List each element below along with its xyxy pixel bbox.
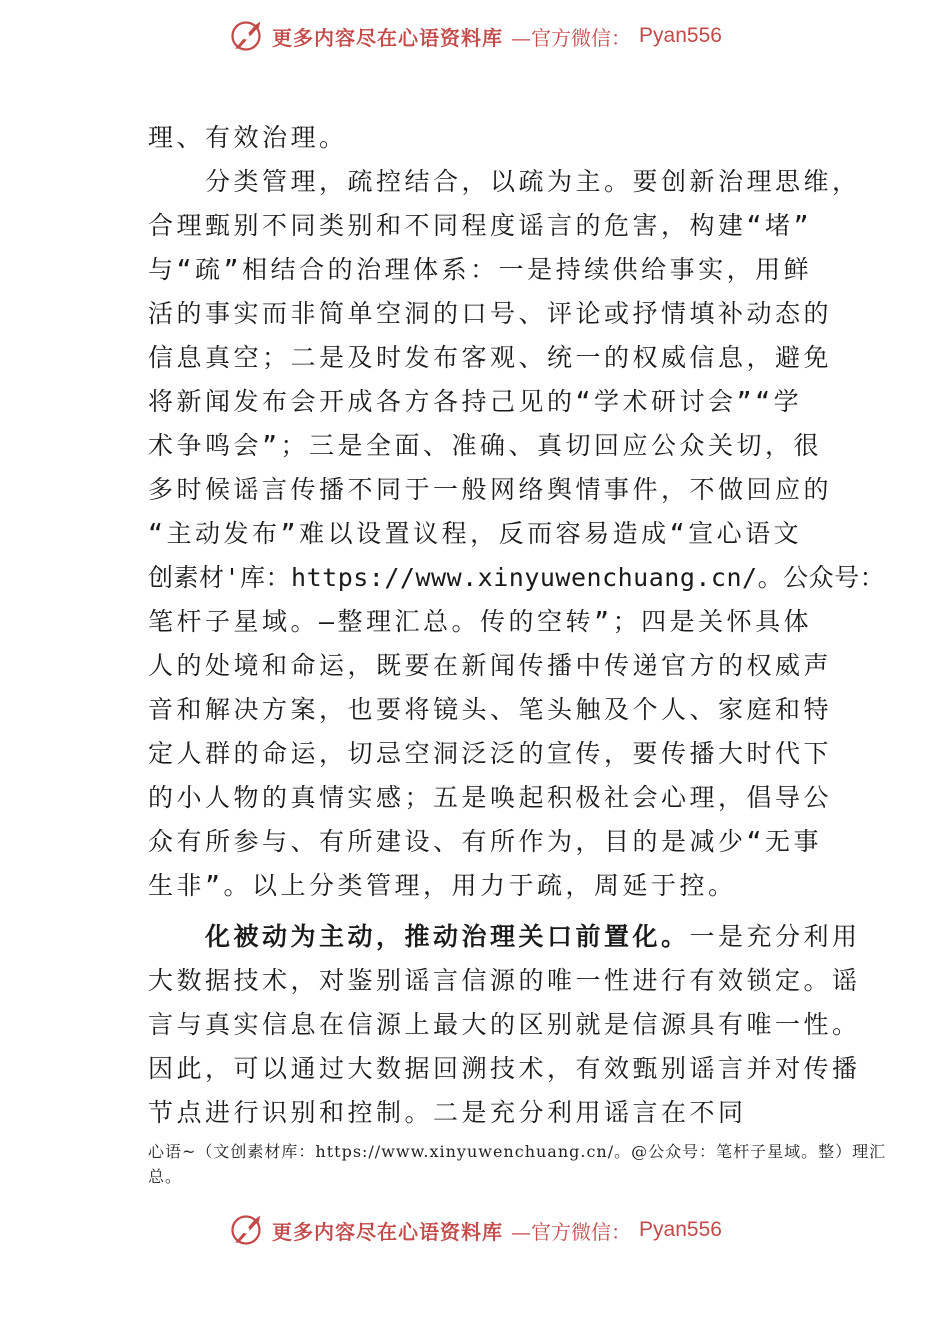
body-line: 众有所参与、有所建设、有所作为，目的是减少“无事 [148, 827, 823, 856]
body-line: 的小人物的真情实感；五是唤起积极社会心理，倡导公 [148, 783, 833, 812]
body-line: 合理甄别不同类别和不同程度谣言的危害，构建“堵” [148, 211, 813, 240]
paragraph-bold-heading: 化被动为主动，推动治理关口前置化。 [148, 922, 690, 951]
footer-wechat-handle: Pyan556 [639, 1218, 722, 1241]
body-line: 笔杆子星域。—整理汇总。传的空转”；四是关怀具体 [148, 607, 813, 636]
body-line: 理、有效治理。 [148, 123, 348, 152]
body-line: 音和解决方案，也要将镜头、笔头触及个人、家庭和特 [148, 695, 833, 724]
body-line: “主动发布”难以设置议程，反而容易造成“宣心语文 [148, 519, 803, 548]
body-line: 多时候谣言传播不同于一般网络舆情事件，不做回应的 [148, 475, 833, 504]
body-line: 因此，可以通过大数据回溯技术，有效甄别谣言并对传播 [148, 1054, 861, 1083]
body-line: 活的事实而非简单空洞的口号、评论或抒情填补动态的 [148, 299, 833, 328]
body-line: 定人群的命运，切忌空洞泛泛的宣传，要传播大时代下 [148, 739, 833, 768]
header-brand-text: 更多内容尽在心语资料库 [272, 25, 504, 50]
paragraph-heading-rest: 一是充分利用 [689, 922, 861, 951]
footnote-line: 心语~（文创素材库：https://www.xinyuwenchuang.cn/。@公众号：笔杆子星域。整）理汇 [148, 1142, 887, 1161]
header-contact-text: —官方微信： [511, 25, 632, 50]
body-line: 与“疏”相结合的治理体系：一是持续供给事实，用鲜 [148, 255, 813, 284]
header-banner [0, 14, 950, 58]
body-line: 人的处境和命运，既要在新闻传播中传递官方的权威声 [148, 651, 833, 680]
body-line: 信息真空；二是及时发布客观、统一的权威信息，避免 [148, 343, 833, 372]
body-line: 将新闻发布会开成各方各持己见的“学术研讨会”“学 [148, 387, 803, 416]
body-line: 节点进行识别和控制。二是充分利用谣言在不同 [148, 1098, 747, 1127]
paragraph-heading-line [148, 922, 861, 952]
footer-contact-text: —官方微信： [511, 1219, 632, 1244]
body-line: 言与真实信息在信源上最大的区别就是信源具有唯一性。 [148, 1010, 861, 1039]
quill-logo-icon [228, 18, 264, 54]
body-line: 生非”。以上分类管理，用力于疏，周延于控。 [148, 871, 737, 900]
quill-logo-icon [228, 1212, 264, 1248]
body-line-url: 创素材'库：https://www.xinyuwenchuang.cn/。公众号： [148, 563, 886, 592]
body-line: 术争鸣会”；三是全面、准确、真切回应公众关切，很 [148, 431, 823, 460]
header-wechat-handle: Pyan556 [639, 24, 722, 47]
footer-brand-text: 更多内容尽在心语资料库 [272, 1219, 504, 1244]
body-line: 大数据技术，对鉴别谣言信源的唯一性进行有效锁定。谣 [148, 966, 861, 995]
footnote-line: 总。 [148, 1167, 183, 1186]
body-line: 分类管理，疏控结合，以疏为主。要创新治理思维， [148, 167, 861, 196]
footer-banner [0, 1208, 950, 1252]
